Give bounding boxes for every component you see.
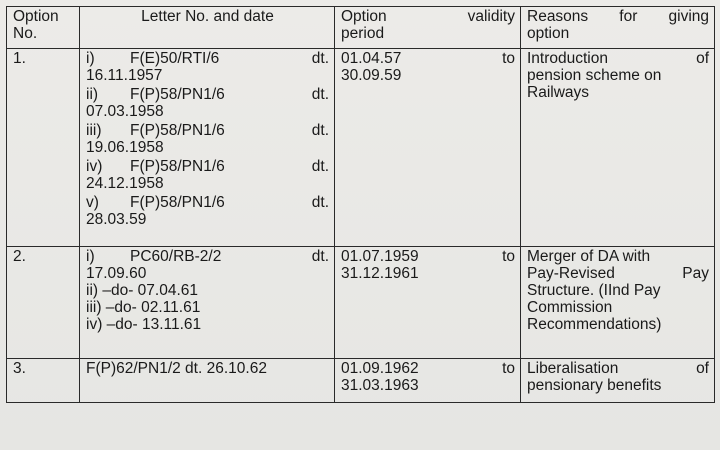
table-row — [7, 49, 715, 247]
row2-reason: Merger of DA with Pay-Revised Pay Structure. (IInd Pay Commission Recommendations) — [521, 247, 715, 359]
header-validity: Option validity period — [335, 7, 521, 49]
row3-letter: F(P)62/PN1/2 dt. 26.10.62 — [80, 359, 335, 403]
header-option-no: Option No. — [7, 7, 80, 49]
option-table — [6, 6, 715, 403]
row2-no: 2. — [7, 247, 80, 359]
row1-reason: Introduction of pension scheme on Railways — [521, 49, 715, 247]
row3-no: 3. — [7, 359, 80, 403]
row3-period: 01.09.1962 to 31.03.1963 — [335, 359, 521, 403]
header-reasons: Reasons for giving option — [521, 7, 715, 49]
table-row — [7, 359, 715, 403]
row1-no: 1. — [7, 49, 80, 247]
row1-letters: i) F(E)50/RTI/6 dt. 16.11.1957 ii) F(P)58/PN1/6 dt. 07.03.1958 iii) F(P)58/PN1/6 dt. 19.06.1958 iv) F(P)58/PN1/6 dt. 24.12.1958 v) F(P)58/PN1/6 dt. 28.03.59 — [80, 49, 335, 247]
header-row — [7, 7, 715, 49]
row1-period: 01.04.57 to 30.09.59 — [335, 49, 521, 247]
row3-reason: Liberalisation of pensionary benefits — [521, 359, 715, 403]
header-letter: Letter No. and date — [80, 7, 335, 49]
row2-period: 01.07.1959 to 31.12.1961 — [335, 247, 521, 359]
row2-letters: i) PC60/RB-2/2 dt. 17.09.60 ii) –do- 07.04.61 iii) –do- 02.11.61 iv) –do- 13.11.61 — [80, 247, 335, 359]
table-row — [7, 247, 715, 359]
